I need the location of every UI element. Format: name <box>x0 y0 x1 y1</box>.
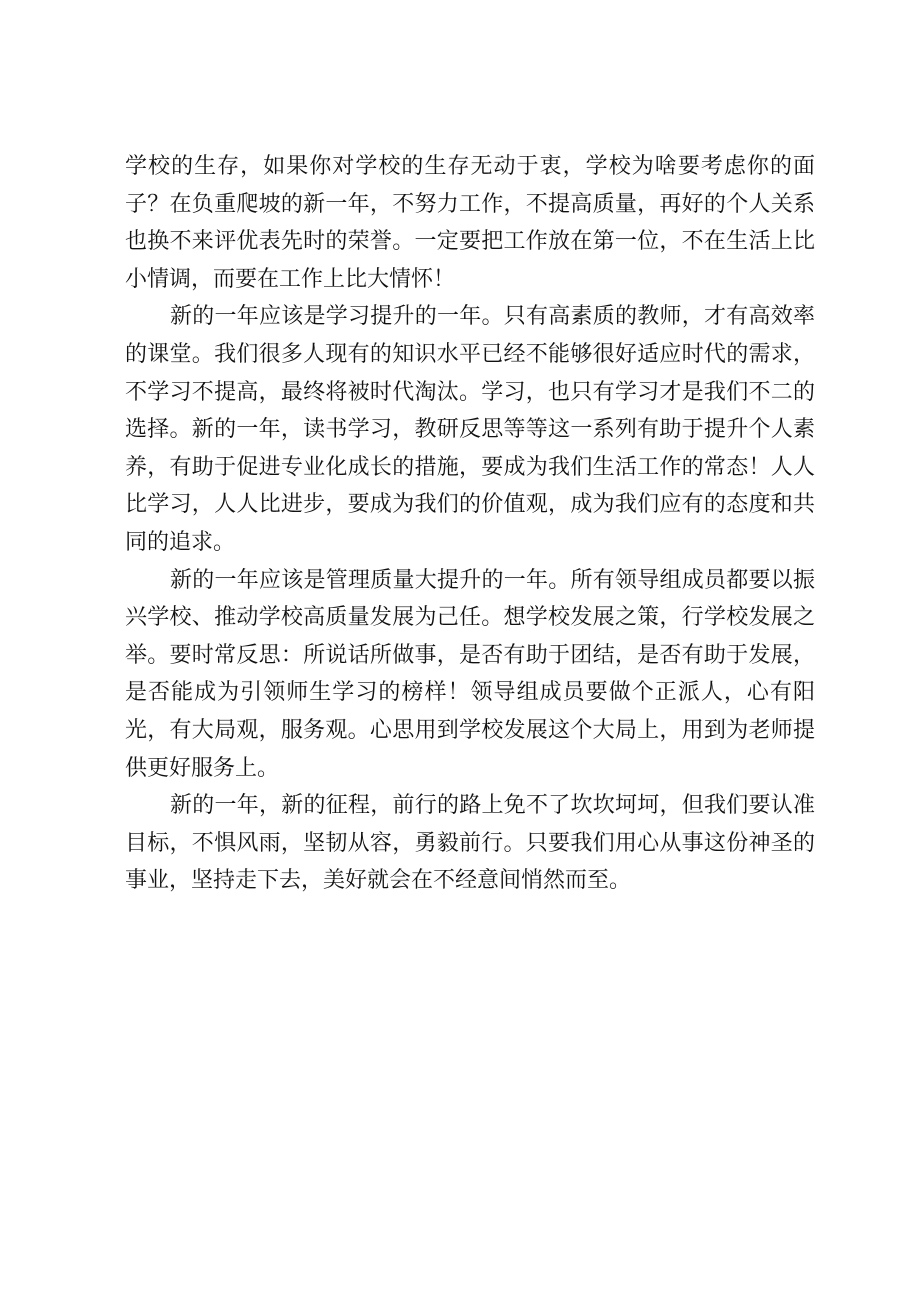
paragraph-continued: 学校的生存，如果你对学校的生存无动于衷，学校为啥要考虑你的面子？在负重爬坡的新一年，不努力工作，不提高质量，再好的个人关系也换不来评优表先时的荣誉。一定要把工作放在第一位，不在生活上比小情调，而要在工作上比大情怀！ <box>125 154 815 292</box>
paragraph-learning: 新的一年应该是学习提升的一年。只有高素质的教师，才有高效率的课堂。我们很多人现有的知识水平已经不能够很好适应时代的需求，不学习不提高，最终将被时代淘汰。学习，也只有学习才是我们不二的选择。新的一年，读书学习，教研反思等等这一系列有助于提升个人素养，有助于促进专业化成长的措施，要成为我们生活工作的常态！人人比学习，人人比进步，要成为我们的价值观，成为我们应有的态度和共同的追求。 <box>125 304 815 555</box>
paragraph-management: 新的一年应该是管理质量大提升的一年。所有领导组成员都要以振兴学校、推动学校高质量发展为己任。想学校发展之策，行学校发展之举。要时常反思：所说话所做事，是否有助于团结，是否有助于发展，是否能成为引领师生学习的榜样！领导组成员要做个正派人，心有阳光，有大局观，服务观。心思用到学校发展这个大局上，用到为老师提供更好服务上。 <box>125 567 815 781</box>
document-body <box>125 148 815 900</box>
paragraph-conclusion: 新的一年，新的征程，前行的路上免不了坎坎坷坷，但我们要认准目标，不惧风雨，坚韧从容，勇毅前行。只要我们用心从事这份神圣的事业，坚持走下去，美好就会在不经意间悄然而至。 <box>125 793 815 894</box>
